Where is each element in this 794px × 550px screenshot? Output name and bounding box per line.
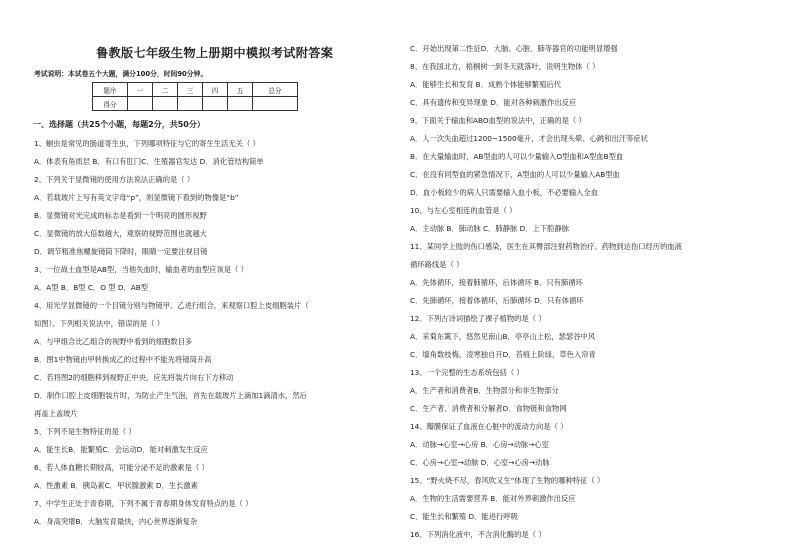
text-line: 15、“野火烧不尽，春风吹又生”体现了生物的哪种特征（ ） <box>410 476 605 485</box>
text-line: C．具有遗传和变异现象 D．能对各种刺激作出反应 <box>410 98 577 107</box>
score-table-cell <box>128 97 153 111</box>
text-line: 12、下列古诗词描绘了裸子植物的是（ ） <box>410 314 546 323</box>
text-line: A．先体循环，接着肺循环，后体循环 B．只有肺循环 <box>410 278 583 287</box>
text-line: 11、某同学上肢的伤口感染，医生在其臀部注射药物治疗。药物到达伤口经历的血液 <box>410 242 682 251</box>
text-line: 1、蛔虫是常见的肠道寄生虫，下列哪项特征与它的寄生生活无关（ ） <box>34 139 260 148</box>
score-table-cell <box>228 97 253 111</box>
text-line: A．身高突增B．大脑发育最快，内心世界逐渐复杂 <box>34 517 198 526</box>
text-line: A．若载玻片上写有英文字母“p”，则显微镜下看到的物像是“b” <box>34 193 239 202</box>
text-line: C．心房→心室→动脉 D．心室→心房→动脉 <box>410 458 550 467</box>
text-line: A．性激素 B．胰岛素C．甲状腺激素 D．生长激素 <box>34 481 198 490</box>
text-line: C．显微镜的放大倍数越大，观察的视野范围也就越大 <box>34 229 207 238</box>
text-line: B．显微镜对光完成的标志是看到一个明亮的圆形视野 <box>34 211 207 220</box>
text-line: C．开始出现第二性征D．大脑、心脏、肺等器官的功能明显增强 <box>410 44 618 53</box>
text-line: 6、若人体血糖长期较高，可能分泌不足的激素是（ ） <box>34 463 209 472</box>
text-line: 16、下列消化液中，不含消化酶的是（ ） <box>410 530 546 539</box>
text-line: A．体表有角质层 B．有口有肛门C．生殖器官发达 D．消化管结构简单 <box>34 157 264 166</box>
score-table-cell <box>253 97 298 111</box>
score-table-cell: 四 <box>203 83 228 97</box>
score-table-cell <box>203 97 228 111</box>
section-heading: 一、选择题（共25个小题，每题2分，共50分） <box>33 120 205 129</box>
exam-note: 考试说明：本试卷五个大题，满分100分，时间90分钟。 <box>34 70 208 78</box>
text-line: A．A型 B．B型 C．O 型 D．AB型 <box>34 283 149 292</box>
score-table-cell: 题序 <box>93 83 128 97</box>
text-line: 再盖上盖玻片 <box>34 409 78 418</box>
text-line: C．在没有同型血的紧急情况下，A型血的人可以少量输入AB型血 <box>410 170 620 179</box>
text-line: 13、一个完整的生态系统包括（ ） <box>410 368 524 377</box>
text-line: A．主动脉 B．肺动脉 C．肺静脉 D．上下腔静脉 <box>410 224 570 233</box>
text-line: 14、瓣膜保证了血液在心脏中的流动方向是（ ） <box>410 422 568 431</box>
score-table-cell: 二 <box>153 83 178 97</box>
text-line: 8、在我国北方，梧桐树一到冬天就落叶，说明生物体（ ） <box>410 62 600 71</box>
text-line: D．血小板较少的病人只需要输入血小板，不必要输入全血 <box>410 188 599 197</box>
text-line: A．动脉→心室→心房 B．心房→动脉→心室 <box>410 440 549 449</box>
text-line: D．制作口腔上皮细胞装片时，为防止产生气泡，首先在载玻片上滴加1滴清水，然后 <box>34 391 307 400</box>
text-line: 循环路线是（ ） <box>410 260 464 269</box>
text-line: C．生产者、消费者和分解者D．食物链和食物网 <box>410 404 567 413</box>
score-table-cell <box>178 97 203 111</box>
text-line: 2、下列关于显微镜的使用方法说法正确的是（ ） <box>34 175 195 184</box>
text-line: A．生物的生活需要营养 B．能对外界刺激作出反应 <box>410 494 576 503</box>
text-line: A．生产者和消费者B．生物部分和非生物部分 <box>410 386 559 395</box>
score-table-cell: 五 <box>228 83 253 97</box>
text-line: 5、下列不是生物特征的是（ ） <box>34 427 136 436</box>
text-line: 10、与左心室相连的血管是（ ） <box>410 206 517 215</box>
text-line: 如图）。下列相关说法中，错误的是（ ） <box>34 319 165 328</box>
text-line: A．与甲组合比乙组合的视野中看到的细胞数目多 <box>34 337 193 346</box>
text-line: B．图1中物镜由甲转换成乙的过程中不能先将镜筒升高 <box>34 355 212 364</box>
text-line: C．能生长和繁殖 D．能进行呼吸 <box>410 512 518 521</box>
score-table-cell: 一 <box>128 83 153 97</box>
text-line: B．在大量输血时，AB型血的人可以少量输入O型血和A型血B型血 <box>410 152 624 161</box>
score-table-cell <box>153 97 178 111</box>
text-line: C．墙角数枝梅，凌寒独自开D．苔痕上阶绿，草色入帘青 <box>410 350 596 359</box>
score-table <box>92 82 298 111</box>
score-table-cell: 得分 <box>93 97 128 111</box>
text-line: 3、一位战士血型是AB型，当他失血时，输血者的血型应该是（ ） <box>34 265 248 274</box>
text-line: 7、中学生正处于青春期，下列不属于青春期身体发育特点的是（ ） <box>34 499 253 508</box>
text-line: A．采菊东篱下，悠然见南山B．亭亭山上松，瑟瑟谷中风 <box>410 332 596 341</box>
text-line: A．能生长B．能繁殖C．会运动D．能对刺激发生反应 <box>34 445 208 454</box>
score-table-cell: 三 <box>178 83 203 97</box>
page-title: 鲁教版七年级生物上册期中模拟考试附答案 <box>96 46 334 60</box>
text-line: D．调节粗准焦螺旋镜筒下降时，眼睛一定要注视目镜 <box>34 247 208 256</box>
text-line: 9、下面关于输血和ABO血型的说法中，正确的是（ ） <box>410 116 586 125</box>
text-line: A．能够生长和发育 B．成熟个体能够繁殖后代 <box>410 80 561 89</box>
text-line: A．人一次失血超过1200~1500毫升，才会出现头晕、心跳和出汗等症状 <box>410 134 648 143</box>
score-table-cell: 总分 <box>253 83 298 97</box>
text-line: 4、用光学显微镜的一个目镜分别与物镜甲、乙进行组合，来观察口腔上皮细胞装片（ <box>34 301 309 310</box>
text-line: C．先肺循环，接着体循环，后肺循环 D．只有体循环 <box>410 296 584 305</box>
text-line: C．若将图2的细胞移到视野正中央，应先将装片向右下方移动 <box>34 373 234 382</box>
